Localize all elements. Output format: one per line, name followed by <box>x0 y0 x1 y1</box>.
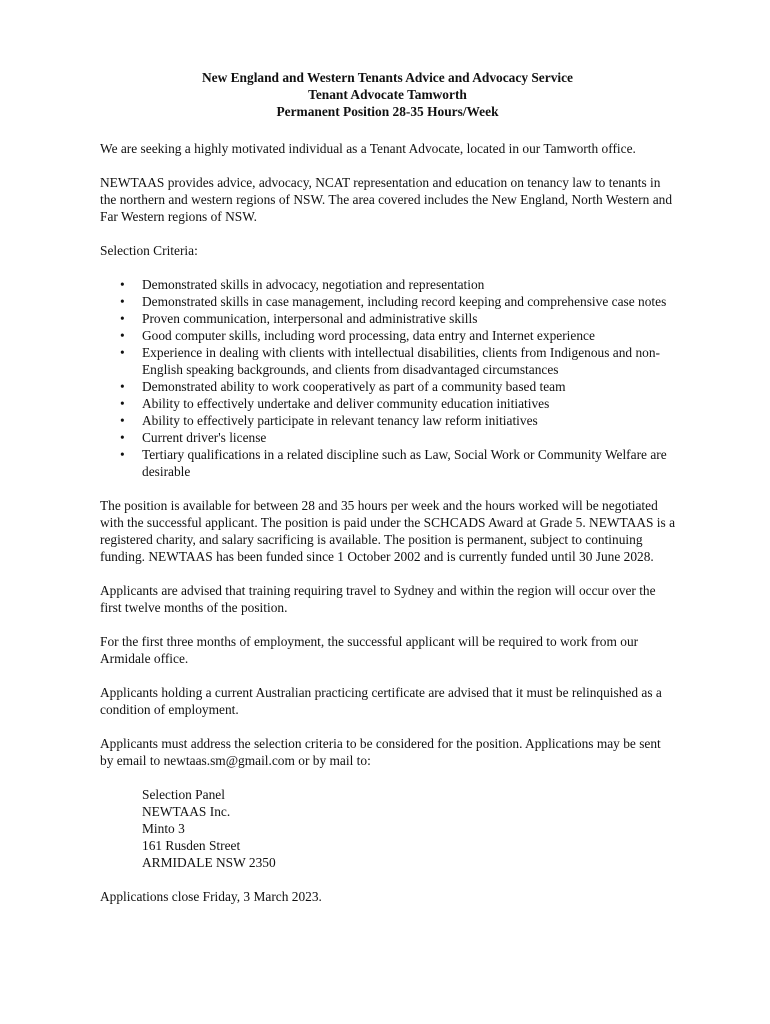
criteria-item: • Proven communication, interpersonal and administrative skills <box>142 310 675 327</box>
criteria-item: • Ability to effectively participate in relevant tenancy law reform initiatives <box>142 412 675 429</box>
training-paragraph: Applicants are advised that training requiring travel to Sydney and within the region will occur over the first twelve months of the position. <box>100 583 656 615</box>
intro-paragraph: We are seeking a highly motivated individual as a Tenant Advocate, located in our Tamworth office. <box>100 141 636 156</box>
mailing-address <box>142 786 675 871</box>
address-line: Selection Panel <box>142 787 225 802</box>
about-paragraph: NEWTAAS provides advice, advocacy, NCAT representation and education on tenancy law to tenants in the northern and western regions of NSW. The area covered includes the New England, North Western and Far Western regions of NSW. <box>100 175 673 224</box>
criteria-item: • Experience in dealing with clients with intellectual disabilities, clients from Indigenous and non-English speaking backgrounds, and clients from disadvantaged circumstances <box>142 344 675 378</box>
position-hours: Permanent Position 28-35 Hours/Week <box>276 104 499 119</box>
criteria-item: • Ability to effectively undertake and deliver community education initiatives <box>142 395 675 412</box>
armidale-paragraph: For the first three months of employment, the successful applicant will be required to work from our Armidale office. <box>100 634 639 666</box>
address-line: Minto 3 <box>142 821 185 836</box>
document-page <box>100 69 675 922</box>
applications-paragraph: Applicants must address the selection criteria to be considered for the position. Applications may be sent by email to newtaas.sm@gmail.com or by mail to: <box>100 736 661 768</box>
criteria-item: • Demonstrated ability to work cooperatively as part of a community based team <box>142 378 675 395</box>
criteria-heading: Selection Criteria: <box>100 243 198 258</box>
position-details-paragraph: The position is available for between 28 and 35 hours per week and the hours worked will be negotiated with the successful applicant. The position is paid under the SCHCADS Award at Grade 5. NEWTAAS is a registered charity, and salary sacrificing is available. The position is permanent, subject to continuing funding. NEWTAAS has been funded since 1 October 2002 and is currently funded until 30 June 2028. <box>100 498 676 564</box>
criteria-item: • Demonstrated skills in advocacy, negotiation and representation <box>142 276 675 293</box>
criteria-list <box>100 276 675 480</box>
certificate-paragraph: Applicants holding a current Australian practicing certificate are advised that it must be relinquished as a condition of employment. <box>100 685 662 717</box>
criteria-item: • Demonstrated skills in case management, including record keeping and comprehensive case notes <box>142 293 675 310</box>
address-line: 161 Rusden Street <box>142 838 241 853</box>
criteria-item: • Good computer skills, including word processing, data entry and Internet experience <box>142 327 675 344</box>
address-line: ARMIDALE NSW 2350 <box>142 855 276 870</box>
document-header <box>100 69 675 120</box>
closing-date: Applications close Friday, 3 March 2023. <box>100 889 322 904</box>
organisation-title: New England and Western Tenants Advice and Advocacy Service <box>201 70 573 85</box>
address-line: NEWTAAS Inc. <box>142 804 231 819</box>
criteria-item: • Tertiary qualifications in a related discipline such as Law, Social Work or Community Welfare are desirable <box>142 446 675 480</box>
criteria-item: • Current driver's license <box>142 429 675 446</box>
position-title: Tenant Advocate Tamworth <box>308 87 467 102</box>
